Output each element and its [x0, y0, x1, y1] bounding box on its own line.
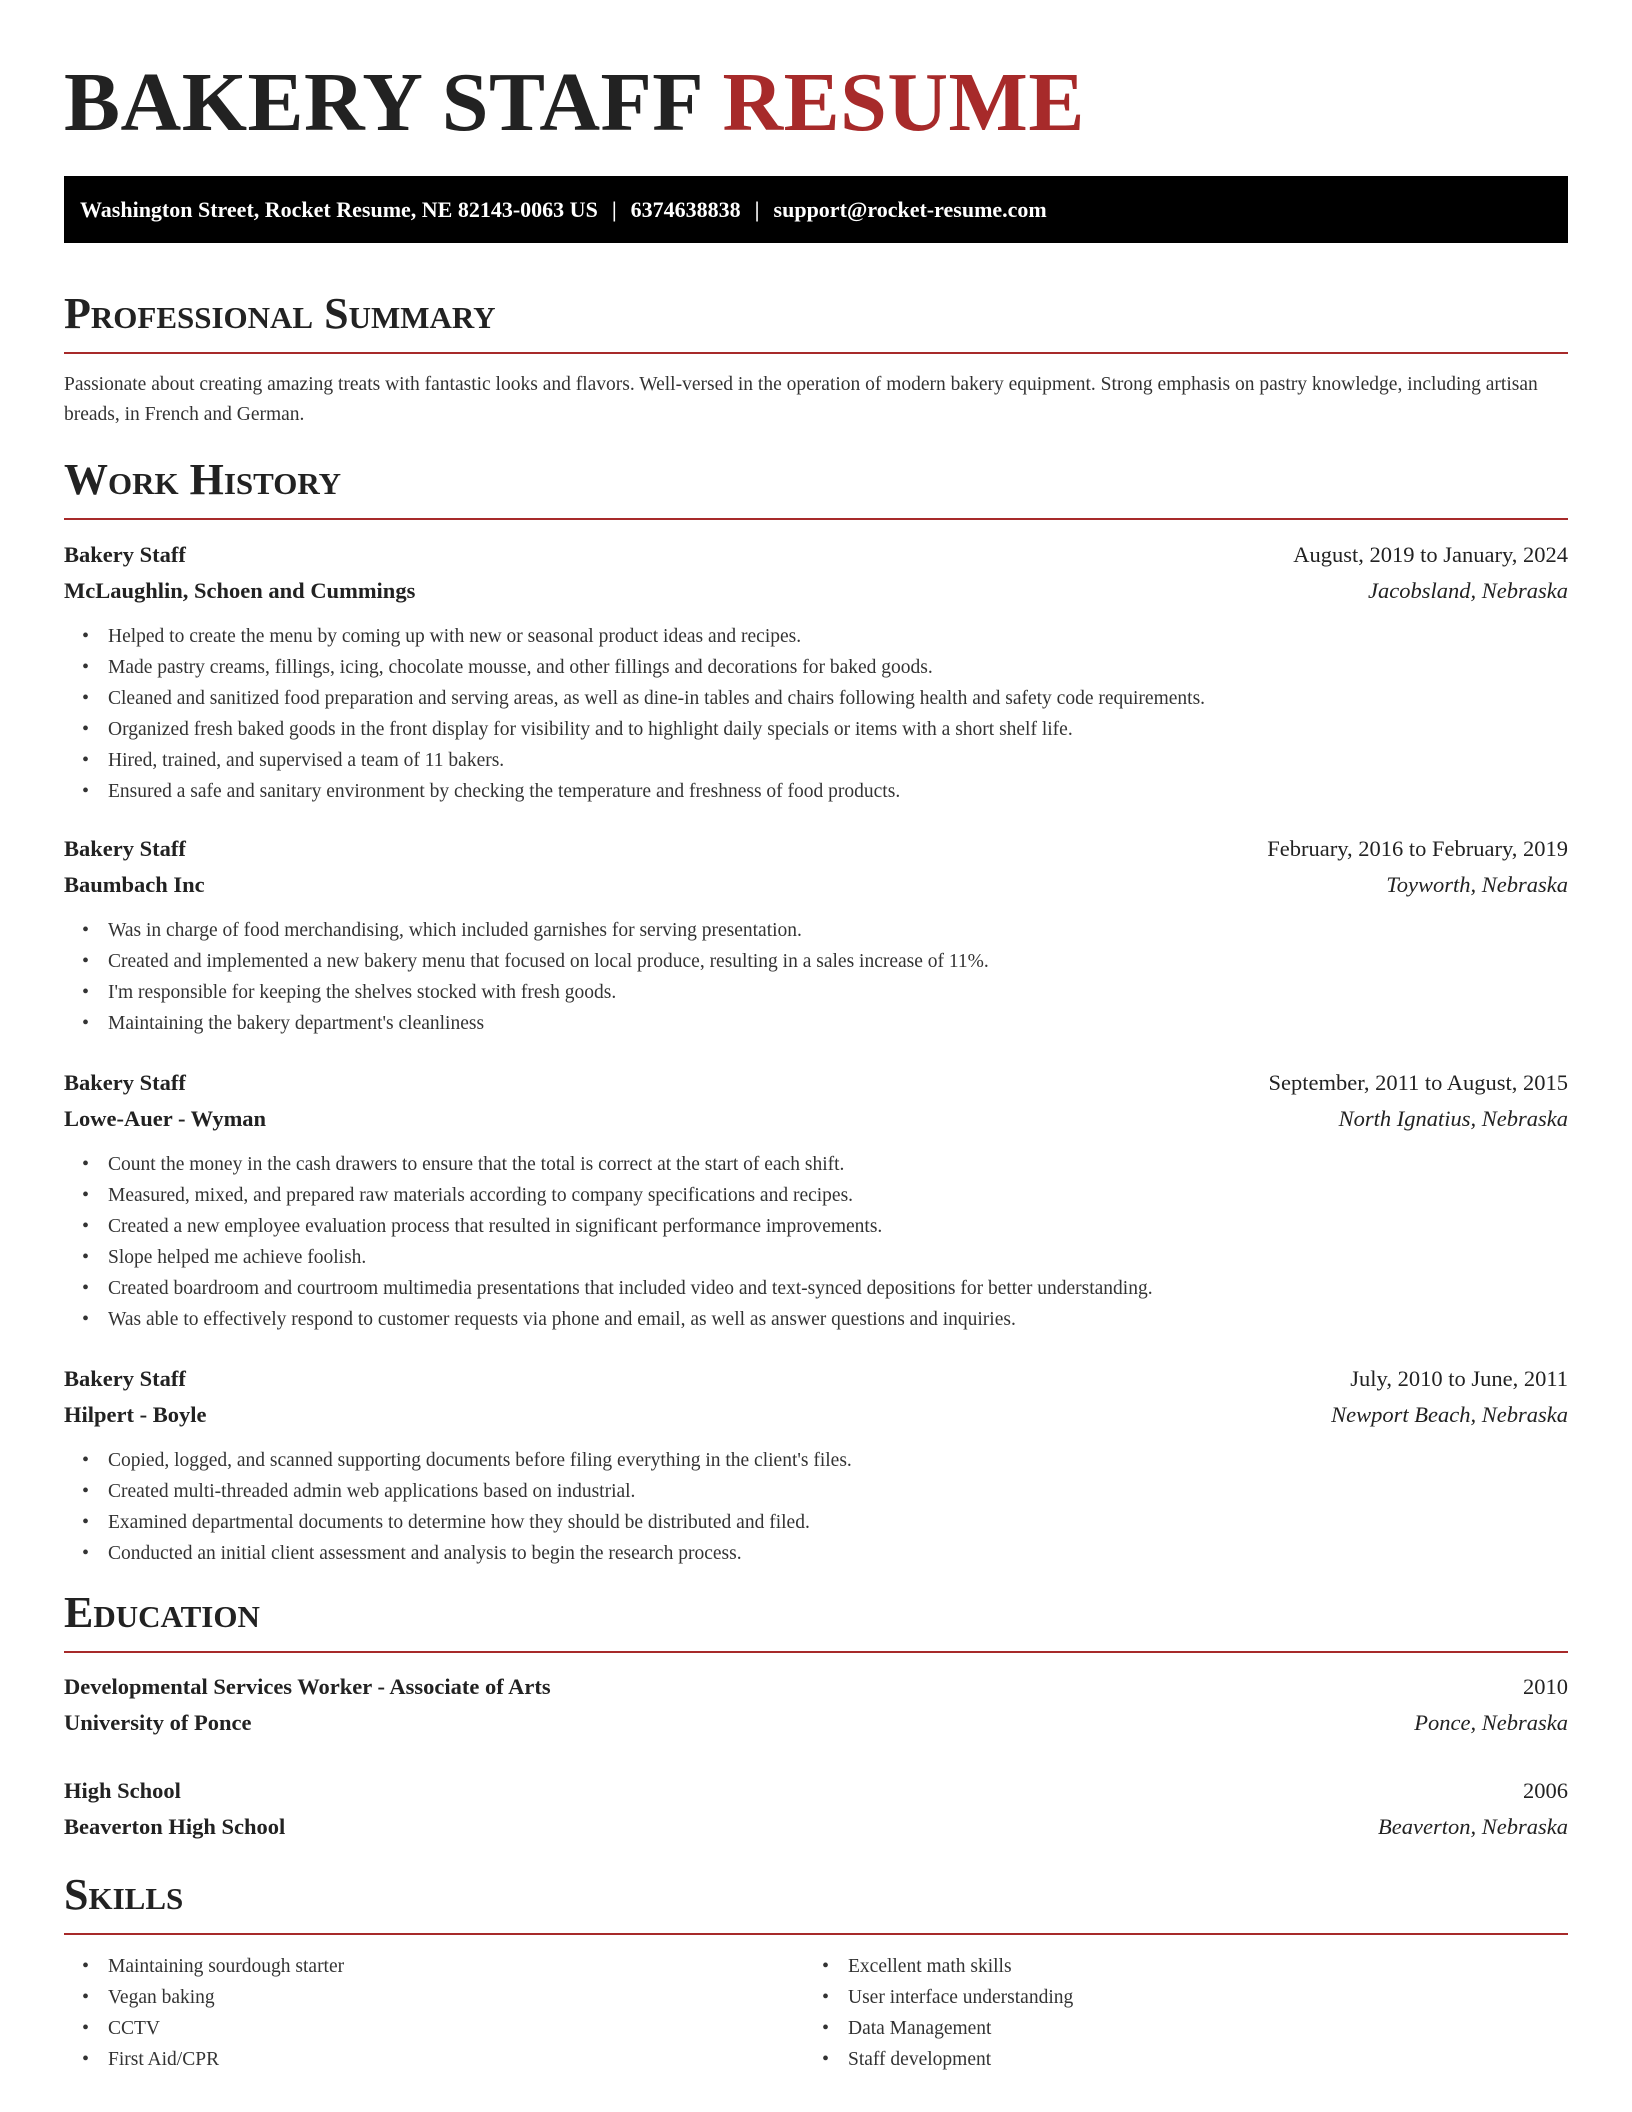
list-item: • Ensured a safe and sanitary environment by checking the temperature and freshness of food products.	[64, 776, 1568, 807]
job-duties-list	[64, 1445, 1568, 1569]
education-school: University of Ponce	[64, 1710, 252, 1735]
skill-item: • Staff development	[804, 2044, 1544, 2075]
skill-item: • Vegan baking	[64, 1982, 804, 2013]
job-title: Bakery Staff	[64, 1366, 186, 1391]
education-entry	[64, 1773, 1568, 1845]
job-dates: August, 2019 to January, 2024	[1293, 542, 1568, 567]
job-company: McLaughlin, Schoen and Cummings	[64, 578, 416, 603]
education-school-line	[64, 1809, 1568, 1845]
job-entry	[64, 1065, 1568, 1335]
list-item: • Maintaining the bakery department's cleanliness	[64, 1008, 1568, 1039]
job-company-line	[64, 1397, 1568, 1433]
job-header-line	[64, 1065, 1568, 1101]
job-entry	[64, 537, 1568, 807]
resume-page	[64, 0, 1568, 2075]
skills-section	[64, 1869, 1568, 2075]
job-duties-list	[64, 915, 1568, 1039]
list-item: • Was able to effectively respond to customer requests via phone and email, as well as answer questions and inquiries.	[64, 1304, 1568, 1335]
skill-item: • CCTV	[64, 2013, 804, 2044]
job-company: Lowe-Auer - Wyman	[64, 1106, 267, 1131]
skills-heading: Skills	[64, 1870, 184, 1919]
education-degree: High School	[64, 1778, 181, 1803]
summary-heading: Professional Summary	[64, 289, 496, 338]
education-school-line	[64, 1705, 1568, 1741]
list-item: • Helped to create the menu by coming up with new or seasonal product ideas and recipes.	[64, 621, 1568, 652]
education-location: Ponce, Nebraska	[1414, 1710, 1568, 1735]
education-section	[64, 1587, 1568, 1845]
list-item: • Slope helped me achieve foolish.	[64, 1242, 1568, 1273]
education-header-line	[64, 1669, 1568, 1705]
list-item: • Conducted an initial client assessment and analysis to begin the research process.	[64, 1538, 1568, 1569]
list-item: • Created multi-threaded admin web applications based on industrial.	[64, 1476, 1568, 1507]
list-item: • I'm responsible for keeping the shelves stocked with fresh goods.	[64, 977, 1568, 1008]
job-title: Bakery Staff	[64, 1070, 186, 1095]
list-item: • Was in charge of food merchandising, which included garnishes for serving presentation.	[64, 915, 1568, 946]
list-item: • Examined departmental documents to determine how they should be distributed and filed.	[64, 1507, 1568, 1538]
list-item: • Measured, mixed, and prepared raw materials according to company specifications and recipes.	[64, 1180, 1568, 1211]
list-item: • Hired, trained, and supervised a team of 11 bakers.	[64, 745, 1568, 776]
title-main: BAKERY STAFF	[64, 56, 701, 149]
education-degree: Developmental Services Worker - Associate of Arts	[64, 1674, 551, 1699]
education-location: Beaverton, Nebraska	[1378, 1814, 1568, 1839]
contact-separator: |	[611, 197, 617, 222]
list-item: • Count the money in the cash drawers to ensure that the total is correct at the start of each shift.	[64, 1149, 1568, 1180]
section-divider	[64, 1651, 1568, 1653]
job-company-line	[64, 1101, 1568, 1137]
skill-item: • User interface understanding	[804, 1982, 1544, 2013]
job-location: Newport Beach, Nebraska	[1331, 1402, 1568, 1427]
job-location: Toyworth, Nebraska	[1386, 872, 1568, 897]
resume-title	[64, 0, 1568, 154]
job-dates: July, 2010 to June, 2011	[1350, 1366, 1568, 1391]
work-history-heading: Work History	[64, 455, 342, 504]
list-item: • Created a new employee evaluation process that resulted in significant performance improvements.	[64, 1211, 1568, 1242]
job-company: Baumbach Inc	[64, 872, 205, 897]
job-company-line	[64, 573, 1568, 609]
job-title: Bakery Staff	[64, 836, 186, 861]
list-item: • Created boardroom and courtroom multimedia presentations that included video and text-synced depositions for better understanding.	[64, 1273, 1568, 1304]
skill-item: • Data Management	[804, 2013, 1544, 2044]
work-history-section	[64, 454, 1568, 1569]
job-entry	[64, 1361, 1568, 1569]
job-company-line	[64, 867, 1568, 903]
skill-item: • Excellent math skills	[804, 1951, 1544, 1982]
list-item: • Copied, logged, and scanned supporting documents before filing everything in the client's files.	[64, 1445, 1568, 1476]
skills-list-left	[64, 1951, 804, 2075]
job-header-line	[64, 537, 1568, 573]
job-title: Bakery Staff	[64, 542, 186, 567]
job-dates: February, 2016 to February, 2019	[1267, 836, 1568, 861]
contact-separator: |	[754, 197, 760, 222]
education-header-line	[64, 1773, 1568, 1809]
job-location: Jacobsland, Nebraska	[1368, 578, 1568, 603]
education-year: 2010	[1523, 1674, 1568, 1699]
education-year: 2006	[1523, 1778, 1568, 1803]
skills-grid	[64, 1951, 1568, 2075]
skills-list-right	[804, 1951, 1544, 2075]
skill-item: • Maintaining sourdough starter	[64, 1951, 804, 1982]
skill-item: • First Aid/CPR	[64, 2044, 804, 2075]
list-item: • Cleaned and sanitized food preparation and serving areas, as well as dine-in tables and chairs following health and safety code requirements.	[64, 683, 1568, 714]
job-entry	[64, 831, 1568, 1039]
contact-address: Washington Street, Rocket Resume, NE 82143-0063 US	[80, 197, 598, 222]
summary-section	[64, 288, 1568, 430]
section-divider	[64, 1933, 1568, 1935]
job-header-line	[64, 1361, 1568, 1397]
job-dates: September, 2011 to August, 2015	[1268, 1070, 1568, 1095]
contact-phone: 6374638838	[630, 197, 741, 222]
title-accent: RESUME	[722, 56, 1085, 149]
job-company: Hilpert - Boyle	[64, 1402, 207, 1427]
education-school: Beaverton High School	[64, 1814, 286, 1839]
contact-email: support@rocket-resume.com	[773, 197, 1047, 222]
list-item: • Created and implemented a new bakery menu that focused on local produce, resulting in a sales increase of 11%.	[64, 946, 1568, 977]
summary-text: Passionate about creating amazing treats with fantastic looks and flavors. Well-versed in the operation of modern bakery equipment. Strong emphasis on pastry knowledge, including artisan breads, in French and German.	[64, 374, 1538, 425]
education-entry	[64, 1669, 1568, 1741]
list-item: • Made pastry creams, fillings, icing, chocolate mousse, and other fillings and decorations for baked goods.	[64, 652, 1568, 683]
job-duties-list	[64, 621, 1568, 807]
section-divider	[64, 518, 1568, 520]
list-item: • Organized fresh baked goods in the front display for visibility and to highlight daily specials or items with a short shelf life.	[64, 714, 1568, 745]
job-location: North Ignatius, Nebraska	[1338, 1106, 1568, 1131]
education-heading: Education	[64, 1588, 260, 1637]
contact-bar	[64, 176, 1568, 243]
job-header-line	[64, 831, 1568, 867]
section-divider	[64, 352, 1568, 354]
job-duties-list	[64, 1149, 1568, 1335]
